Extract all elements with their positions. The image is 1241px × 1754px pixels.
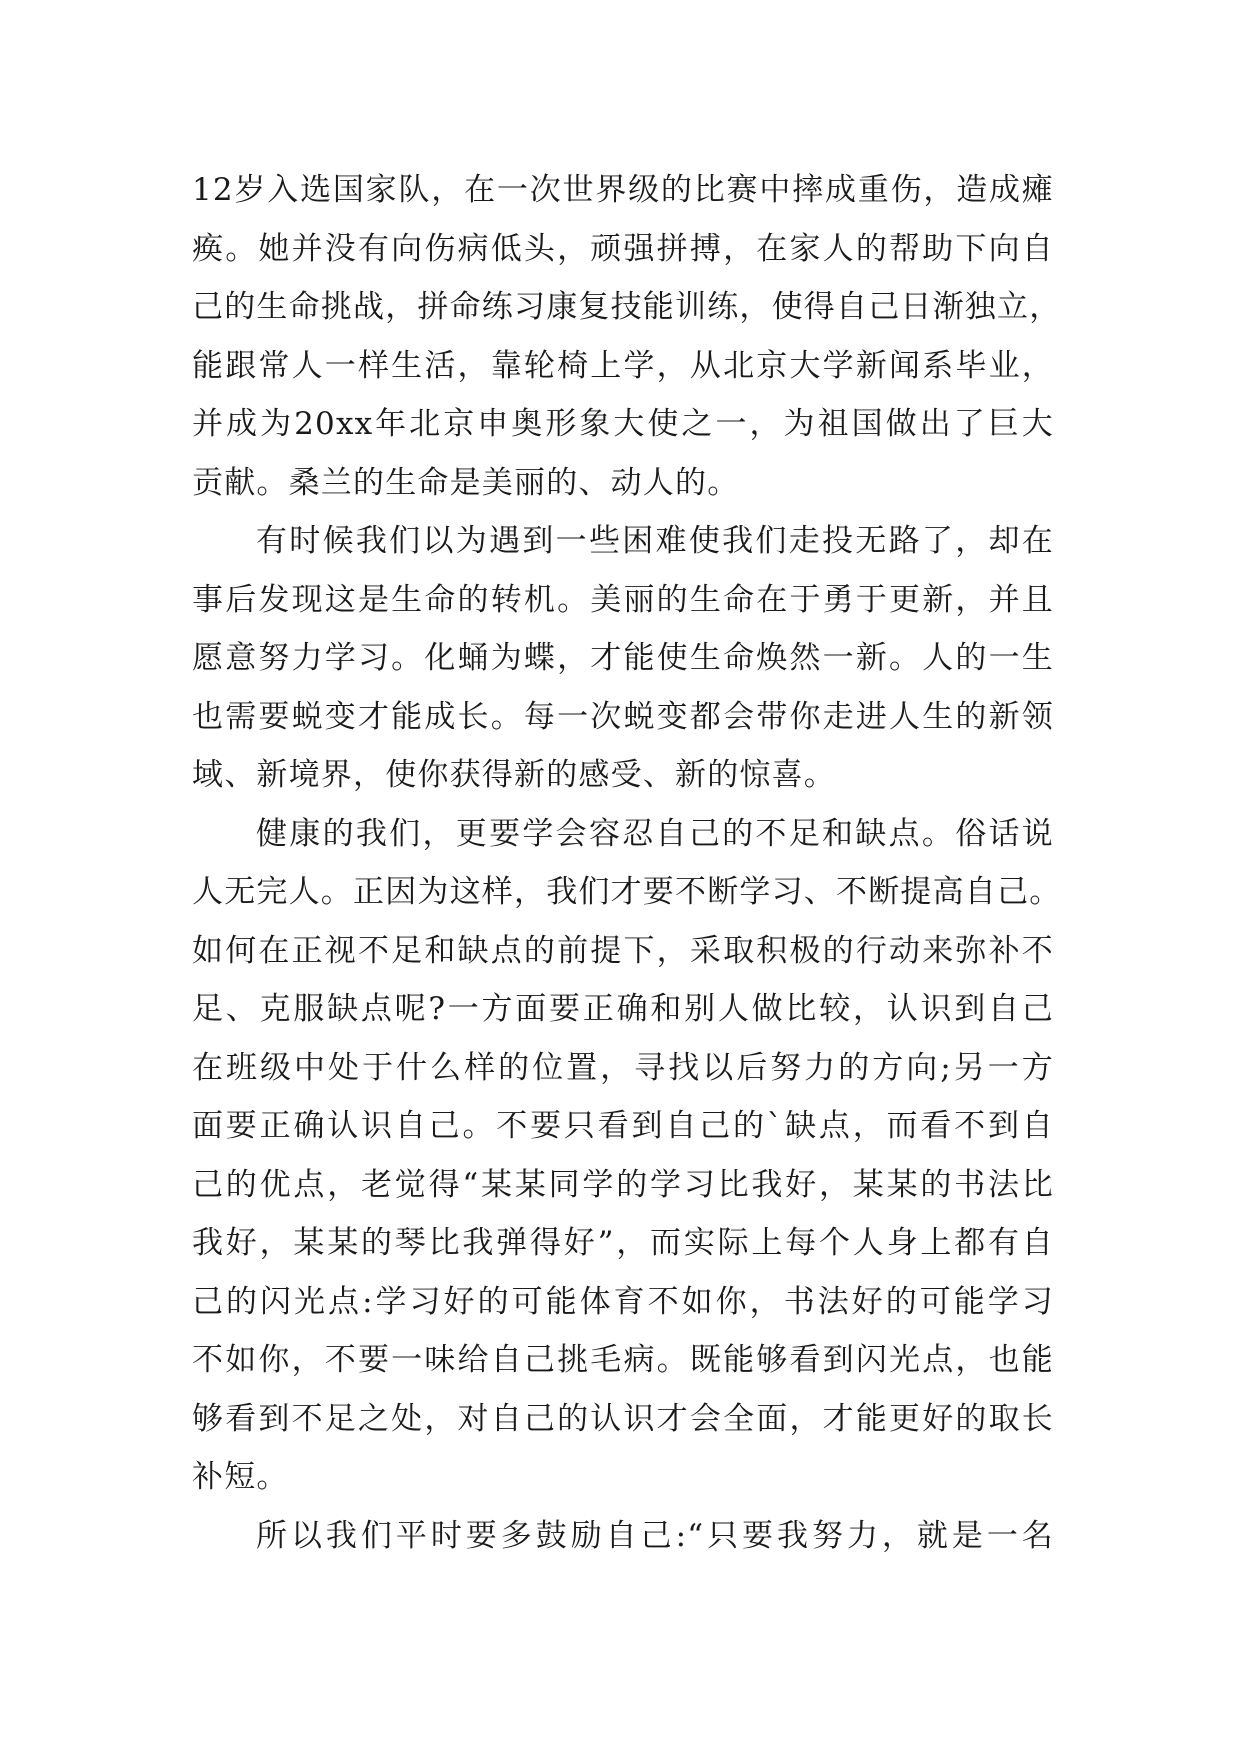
text-line: 健康的我们，更要学会容忍自己的不足和缺点。俗话说 (256, 815, 1054, 852)
text-line: 愿意努力学习。化蛹为蝶，才能使生命焕然一新。人的一生 (192, 640, 1054, 676)
document-body (192, 161, 1062, 1565)
text-line: 我好，某某的琴比我弹得好”，而实际上每个人身上都有自 (192, 1225, 1054, 1261)
text-line: 己的闪光点:学习好的可能体育不如你，书法好的可能学习 (192, 1283, 1054, 1320)
text-line: 如何在正视不足和缺点的前提下，采取积极的行动来弥补不 (192, 932, 1054, 969)
text-line: 面要正确认识自己。不要只看到自己的`缺点，而看不到自 (192, 1108, 1054, 1144)
text-line: 痪。她并没有向伤病低头，顽强拼搏，在家人的帮助下向自 (192, 230, 1054, 267)
text-line: 在班级中处于什么样的位置，寻找以后努力的方向;另一方 (192, 1049, 1054, 1086)
text-line: 有时候我们以为遇到一些困难使我们走投无路了，却在 (256, 523, 1054, 559)
text-line: 够看到不足之处，对自己的认识才会全面，才能更好的取长 (192, 1400, 1054, 1437)
text-line: 事后发现这是生命的转机。美丽的生命在于勇于更新，并且 (192, 581, 1054, 618)
text-line: 不如你，不要一味给自己挑毛病。既能够看到闪光点，也能 (192, 1342, 1054, 1378)
text-line: 能跟常人一样生活，靠轮椅上学，从北京大学新闻系毕业， (192, 347, 1054, 384)
text-line: 贡献。桑兰的生命是美丽的、动人的。 (192, 464, 740, 501)
text-line: 并成为20xx年北京申奥形象大使之一，为祖国做出了巨大 (192, 406, 1054, 442)
text-line: 12岁入选国家队，在一次世界级的比赛中摔成重伤，造成瘫 (192, 172, 1054, 208)
text-line: 域、新境界，使你获得新的感受、新的惊喜。 (192, 757, 836, 793)
text-line: 足、克服缺点呢?一方面要正确和别人做比较，认识到自己 (192, 991, 1054, 1027)
text-line: 人无完人。正因为这样，我们才要不断学习、不断提高自己。 (192, 874, 1062, 910)
text-line: 己的生命挑战，拼命练习康复技能训练，使得自己日渐独立， (192, 289, 1062, 325)
text-line: 己的优点，老觉得“某某同学的学习比我好，某某的书法比 (192, 1166, 1054, 1203)
text-line: 所以我们平时要多鼓励自己:“只要我努力，就是一名 (256, 1517, 1054, 1554)
text-line: 补短。 (192, 1459, 289, 1495)
text-line: 也需要蜕变才能成长。每一次蜕变都会带你走进人生的新领 (192, 698, 1054, 735)
